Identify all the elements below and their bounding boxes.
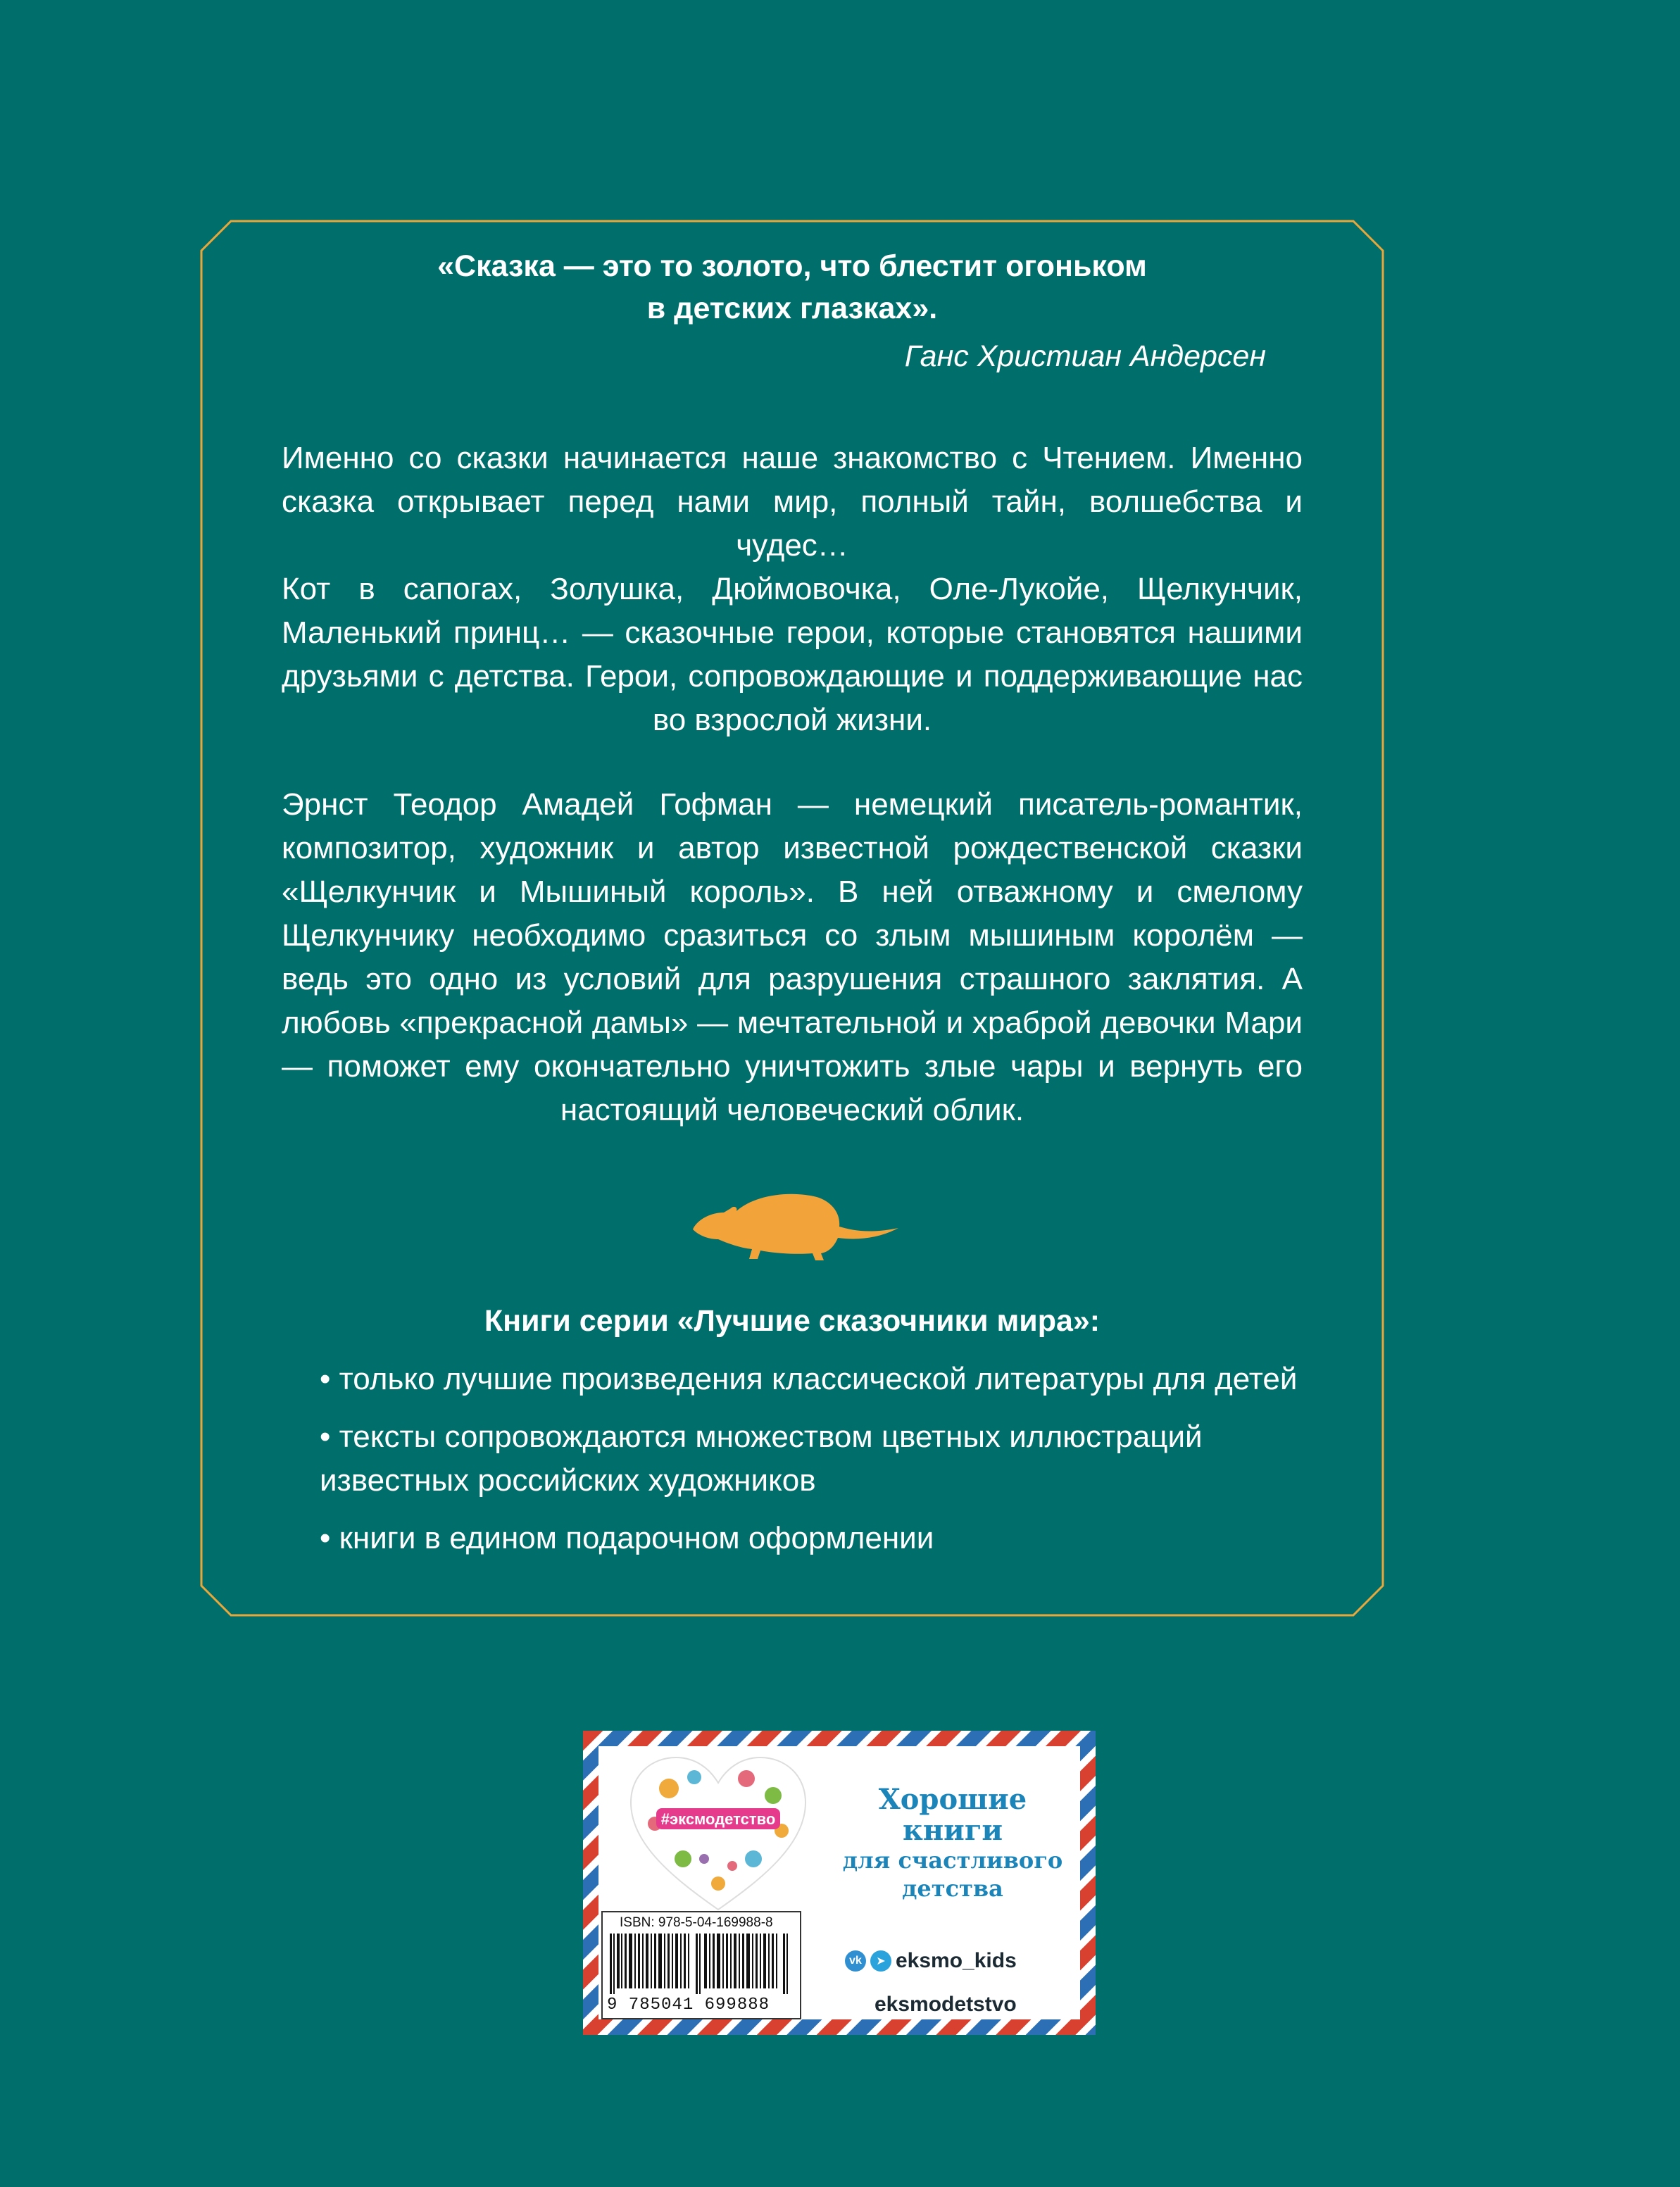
description-frame <box>200 220 1384 1617</box>
social-handle-kids: eksmo_kids <box>896 1949 1017 1972</box>
series-title: Книги серии «Лучшие сказочники мира»: <box>484 1304 1101 1338</box>
isbn-barcode-box <box>601 1911 801 2019</box>
quote <box>200 245 1384 330</box>
list-item: • только лучшие произведения классической литературы для детей <box>320 1358 1305 1401</box>
quote-line-2: в детских глазках». <box>646 292 938 325</box>
isbn-number: ISBN: 978-5-04-169988-8 <box>620 1915 773 1930</box>
hoffmann-paragraph <box>282 783 1303 1132</box>
stamp-tagline <box>836 1784 1069 1903</box>
social-row <box>845 1949 1017 1973</box>
hoffmann-text: Эрнст Теодор Амадей Гофман — немецкий писатель-романтик, композитор, художник и автор известной рождественской сказки «Щелкунчик и Мышиный король». В ней отважному и смелому Щелкунчику необходимо сразиться со злым мышиным королём — ведь это одно из условий для разрушения страшного заклятия. А любовь «прекрасной дамы» — мечтательной и храброй девочки Мари — поможет ему окончательно уничтожить злые чары и вернуть его настоящий человеческий облик. <box>282 787 1303 1127</box>
intro-text-1: Именно со сказки начинается наше знакомство с Чтением. Именно сказка открывает перед нами мир, полный тайн, волшебства и чудес… <box>282 441 1303 563</box>
list-item: • книги в едином подарочном оформлении <box>320 1517 1305 1560</box>
barcode-digits: 9 785041 699888 <box>607 1995 770 2014</box>
intro-text-2: Кот в сапогах, Золушка, Дюймовочка, Оле-Лукойе, Щелкунчик, Маленький принц… — сказочные герои, которые становятся нашими друзьями с детства. Герои, сопровождающие и поддерживающие нас во взрослой жизни. <box>282 572 1303 737</box>
mouse-icon <box>690 1184 901 1276</box>
social-handle-detstvo: eksmodetstvo <box>875 1993 1017 2016</box>
tagline-line-1: Хорошие <box>878 1783 1027 1816</box>
barcode-icon <box>610 1934 793 1994</box>
tagline-line-3: для счастливого <box>842 1847 1063 1874</box>
eksmodetstvo-heart-logo <box>627 1753 810 1915</box>
vk-icon: vk <box>845 1950 866 1972</box>
series-bullets <box>320 1358 1305 1574</box>
tagline-line-4: детства <box>902 1875 1003 1902</box>
tagline-line-2: книги <box>902 1814 1003 1847</box>
telegram-icon: ➤ <box>870 1950 891 1972</box>
list-item: • тексты сопровождаются множеством цветных иллюстраций известных российских художников <box>320 1415 1305 1503</box>
intro-paragraph <box>282 437 1303 742</box>
quote-line-1: «Сказка — это то золото, что блестит огоньком <box>437 249 1147 283</box>
publisher-stamp <box>583 1731 1096 2035</box>
quote-author: Ганс Христиан Андерсен <box>904 339 1266 373</box>
stamp-content <box>598 1746 1080 2019</box>
heart-hashtag: #эксмодетство <box>660 1810 776 1828</box>
